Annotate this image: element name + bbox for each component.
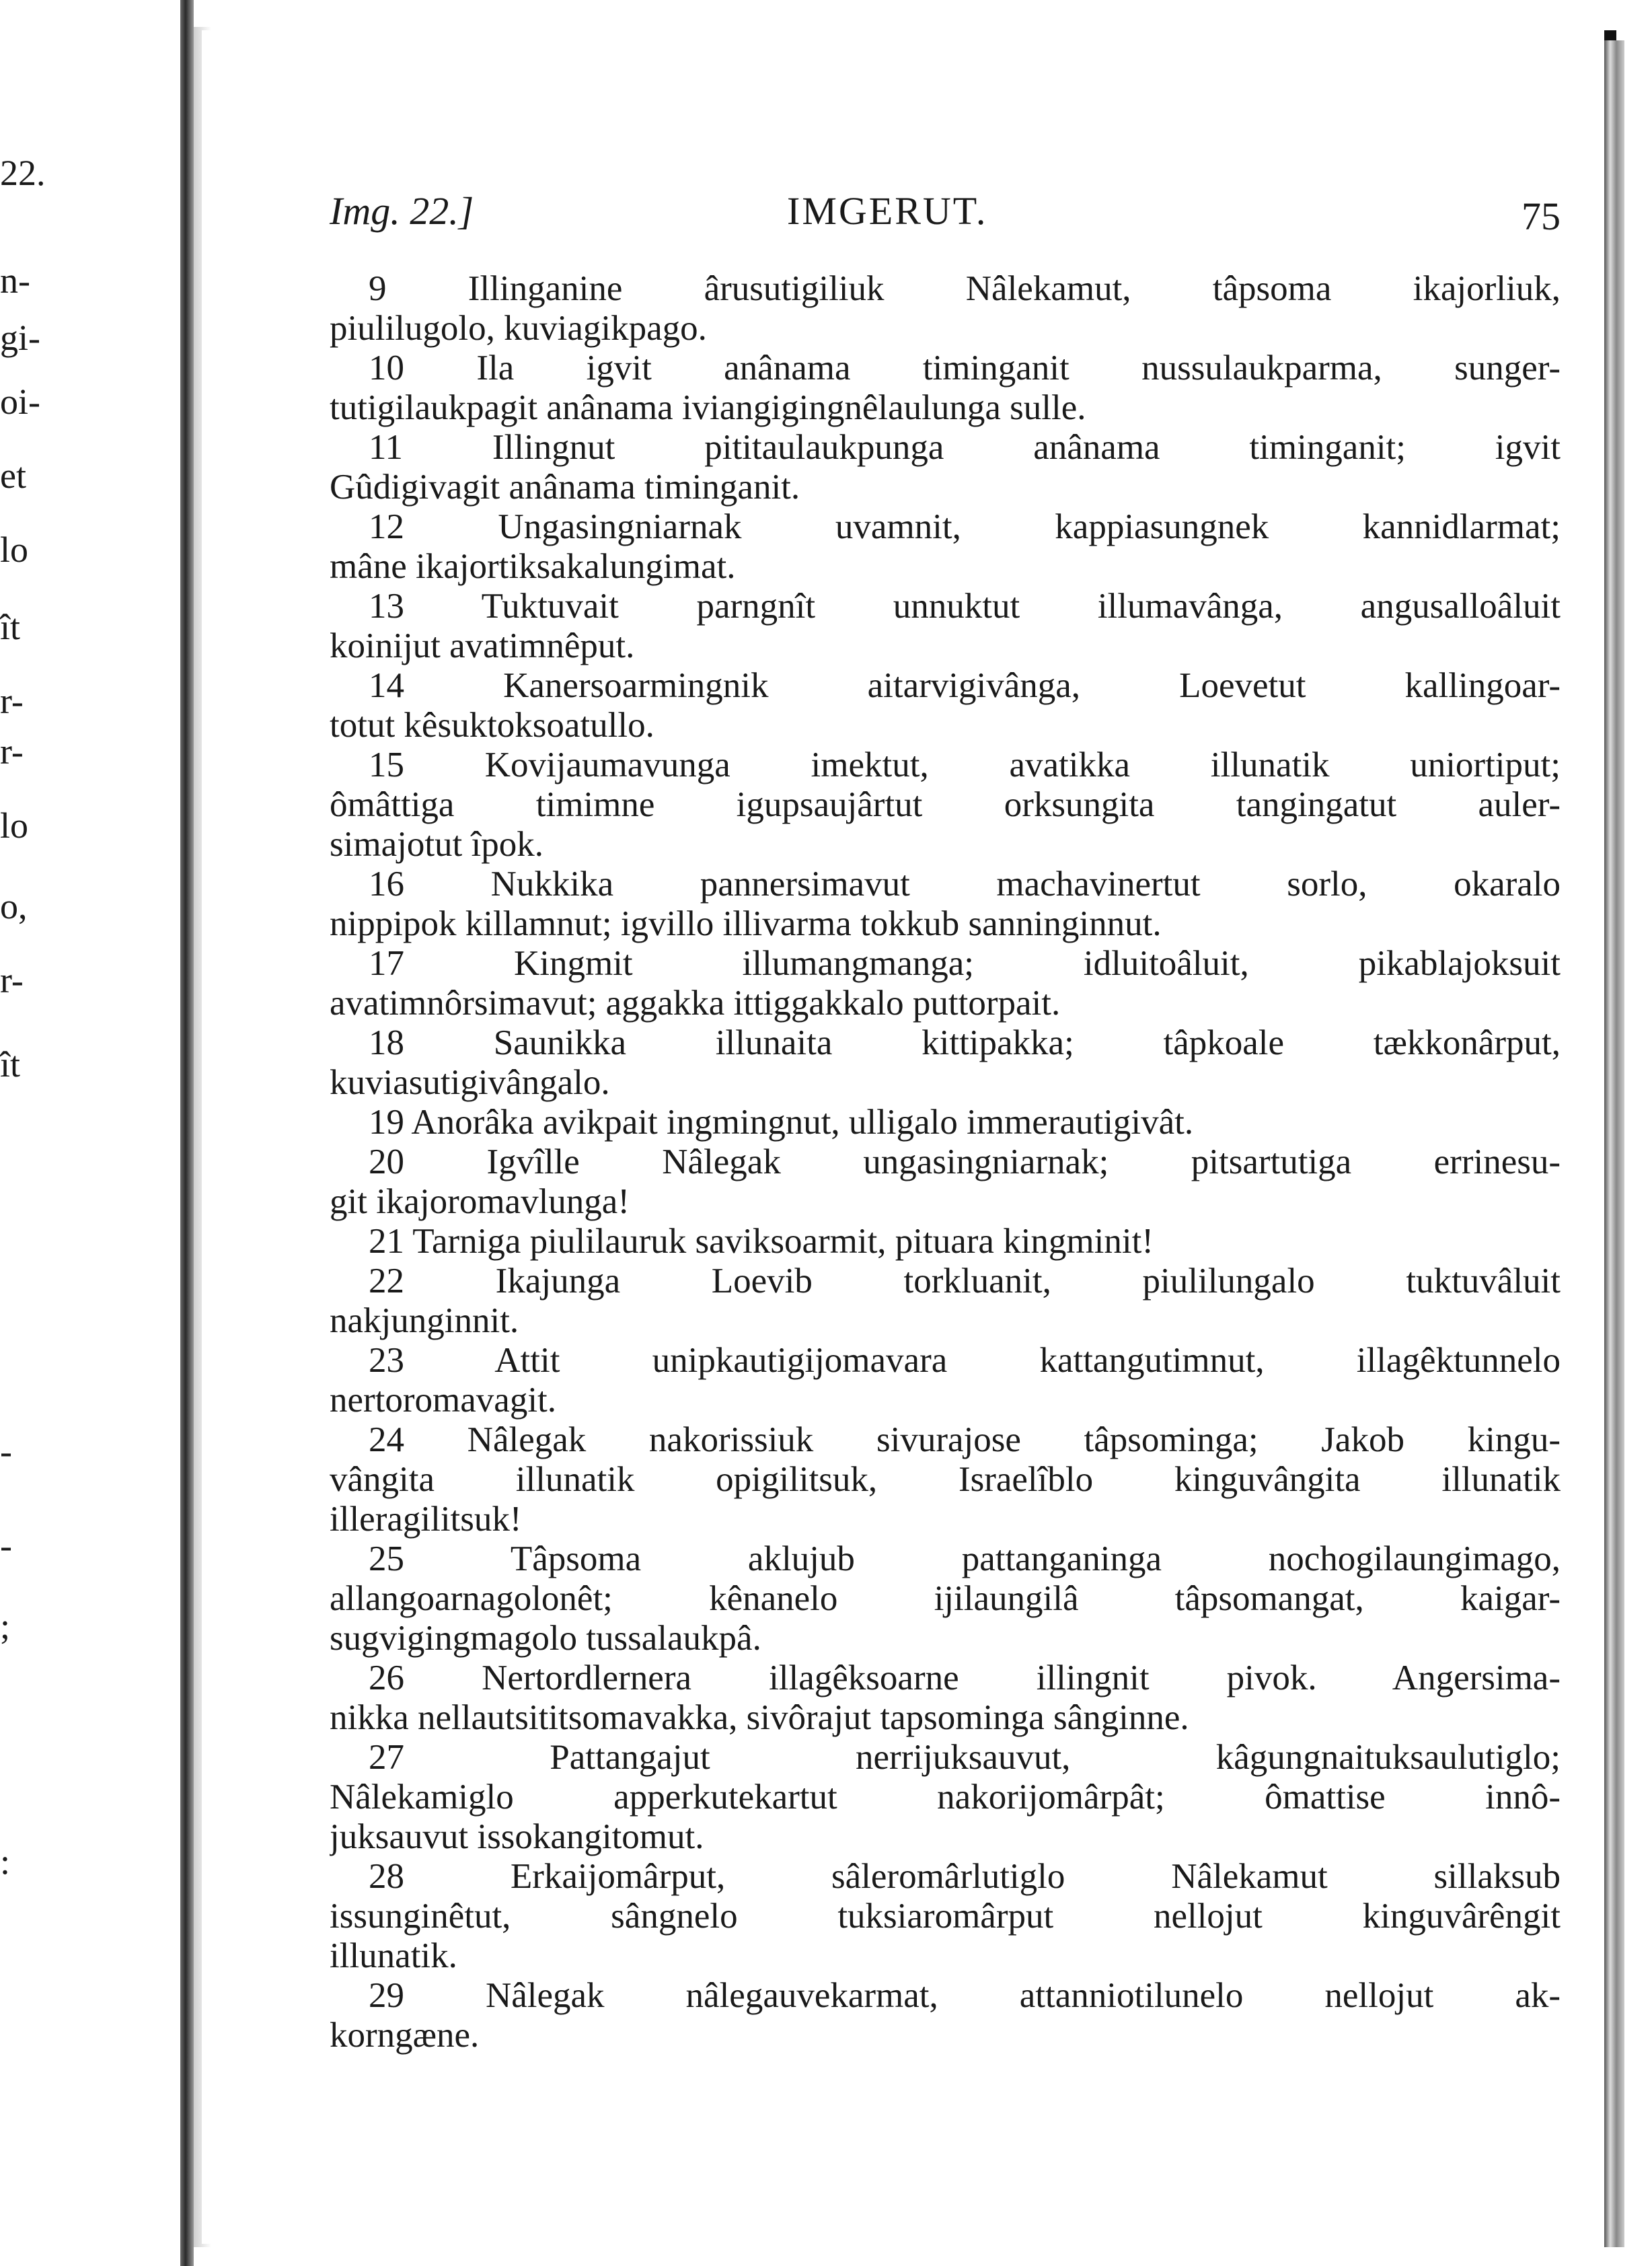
text-line: piulilugolo, kuviagikpago. (330, 309, 707, 348)
text-line: 29 Nâlegak nâlegauvekarmat, attanniotilunelo nellojut ak- (369, 1976, 1561, 2015)
header-title: IMGERUT. (787, 189, 988, 233)
page-number: 75 (1522, 194, 1561, 238)
text-line: juksauvut issokangitomut. (330, 1817, 704, 1856)
text-line: Nâlekamiglo apperkutekartut nakorijomârpât; ômattise innô- (330, 1778, 1561, 1817)
text-line: 26 Nertordlernera illagêksoarne illingnit pivok. Angersima- (369, 1658, 1561, 1697)
text-line: 25 Tâpsoma aklujub pattanganinga nochogilaungimago, (369, 1539, 1561, 1578)
book-gutter (180, 0, 194, 2266)
text-line: 15 Kovijaumavunga imektut, avatikka illunatik uniortiput; (369, 745, 1561, 784)
running-header (330, 188, 1561, 238)
facing-page-fragment: r- (0, 960, 24, 1000)
text-line: 10 Ila igvit anânama timinganit nussulaukparma, sunger- (369, 349, 1561, 388)
text-line: Gûdigivagit anânama timinganit. (330, 468, 800, 507)
text-line: issunginêtut, sângnelo tuksiaromârput nellojut kinguvârêngit (330, 1897, 1561, 1936)
facing-page-fragment: ; (0, 1606, 11, 1646)
text-line: koinijut avatimnêput. (330, 626, 635, 665)
text-line: 23 Attit unipkautigijomavara kattangutimnut, illagêktunnelo (369, 1341, 1561, 1380)
text-line: totut kêsuktoksoatullo. (330, 706, 654, 745)
facing-page-fragment: r- (0, 681, 24, 721)
text-line: 9 Illinganine ârusutigiliuk Nâlekamut, tâpsoma ikajorliuk, (369, 269, 1561, 308)
text-line: 17 Kingmit illumangmanga; idluitoâluit, pikablajoksuit (369, 944, 1561, 983)
text-line: 24 Nâlegak nakorissiuk sivurajose tâpsominga; Jakob kingu- (369, 1420, 1561, 1459)
text-line: illeragilitsuk! (330, 1500, 522, 1539)
text-line: 28 Erkaijomârput, sâleromârlutiglo Nâlekamut sillaksub (369, 1857, 1561, 1896)
psalm-text (330, 269, 1561, 2055)
text-line: ômâttiga timimne igupsaujârtut orksungita tangingatut auler- (330, 785, 1561, 824)
text-line: 21 Tarniga piulilauruk saviksoarmit, pituara kingminit! (369, 1222, 1154, 1261)
facing-page-fragment: r- (0, 731, 24, 772)
text-line: nakjunginnit. (330, 1301, 519, 1340)
text-line: 11 Illingnut pititaulaukpunga anânama timinganit; igvit (369, 428, 1561, 467)
facing-page-fragment: et (0, 455, 26, 496)
text-line: 14 Kanersoarmingnik aitarvigivânga, Loevetut kallingoar- (369, 666, 1561, 705)
header-reference: Img. 22.] (330, 189, 474, 233)
book-page (202, 30, 1616, 2244)
text-line: 20 Igvîlle Nâlegak ungasingniarnak; pitsartutiga errinesu- (369, 1142, 1561, 1181)
text-line: korngæne. (330, 2016, 480, 2055)
text-line: 22 Ikajunga Loevib torkluanit, piulilungalo tuktuvâluit (369, 1262, 1561, 1301)
text-line: kuviasutigivângalo. (330, 1063, 610, 1102)
text-line: avatimnôrsimavut; aggakka ittiggakkalo puttorpait. (330, 984, 1061, 1023)
text-line: 27 Pattangajut nerrijuksauvut, kâgungnaituksaulutiglo; (369, 1738, 1561, 1777)
facing-page-fragment: o, (0, 886, 28, 926)
text-line: tutigilaukpagit anânama iviangigingnêlaulunga sulle. (330, 388, 1086, 427)
facing-page-fragment: ît (0, 1044, 21, 1085)
facing-page-fragment: oi- (0, 381, 40, 422)
text-line: 12 Ungasingniarnak uvamnit, kappiasungnek kannidlarmat; (369, 507, 1561, 546)
text-line: 16 Nukkika pannersimavut machavinertut sorlo, okaralo (369, 865, 1561, 904)
text-line: 19 Anorâka avikpait ingmingnut, ulligalo immerautigivât. (369, 1103, 1194, 1142)
facing-page-fragment: ît (0, 607, 21, 647)
text-line: git ikajoromavlunga! (330, 1182, 630, 1221)
facing-page-fragment: lo (0, 529, 29, 570)
page-edge (1604, 40, 1624, 2247)
text-line: vângita illunatik opigilitsuk, Israelîblo kinguvângita illunatik (330, 1460, 1561, 1499)
facing-page-fragment: gi- (0, 318, 40, 358)
facing-page-fragment: - (0, 1525, 12, 1566)
text-line: 13 Tuktuvait parngnît unnuktut illumavânga, angusalloâluit (369, 587, 1561, 626)
facing-page-margin (0, 0, 182, 2266)
text-line: sugvigingmagolo tussalaukpâ. (330, 1619, 761, 1658)
facing-page-fragment: 22. (0, 153, 46, 193)
text-line: nertoromavagit. (330, 1381, 557, 1420)
text-line: illunatik. (330, 1936, 457, 1975)
facing-page-fragment: lo (0, 805, 29, 846)
text-line: mâne ikajortiksakalungimat. (330, 547, 736, 586)
text-line: allangoarnagolonêt; kênanelo ijilaungilâ tâpsomangat, kaigar- (330, 1579, 1561, 1618)
facing-page-fragment: : (0, 1841, 11, 1882)
text-line: simajotut îpok. (330, 825, 543, 864)
text-line: 18 Saunikka illunaita kittipakka; tâpkoale tækkonârput, (369, 1023, 1561, 1062)
facing-page-fragment: - (0, 1431, 12, 1471)
facing-page-fragment: n- (0, 260, 30, 301)
text-line: nippipok killamnut; igvillo illivarma tokkub sanninginnut. (330, 904, 1162, 943)
text-line: nikka nellautsititsomavakka, sivôrajut tapsominga sânginne. (330, 1698, 1189, 1737)
